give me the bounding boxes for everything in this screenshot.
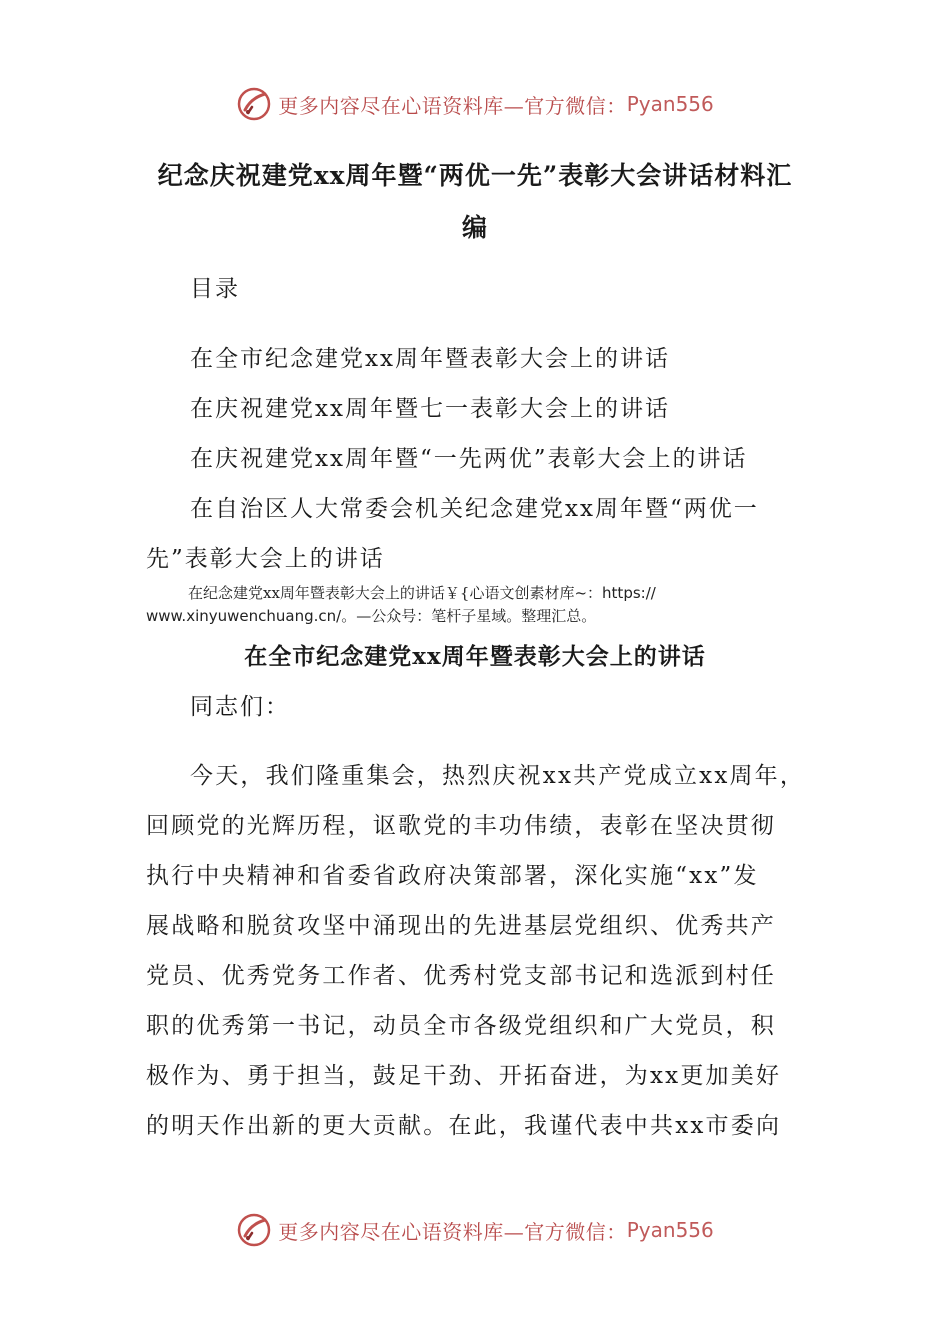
section-title: 在全市纪念建党xx周年暨表彰大会上的讲话: [244, 643, 706, 670]
toc-item: 在庆祝建党xx周年暨七一表彰大会上的讲话: [190, 396, 670, 422]
body-line: 今天，我们隆重集会，热烈庆祝xx共产党成立xx周年，: [190, 763, 806, 789]
note-text-rest: 。—公众号：笔杆子星域。整理汇总。: [341, 607, 597, 625]
note-url-scheme: https://: [602, 584, 656, 602]
banner-wechat-id: Pyan556: [626, 1218, 714, 1242]
salutation: 同志们：: [190, 694, 290, 720]
header-banner: [0, 82, 950, 126]
body-line: 的明天作出新的更大贡献。在此，我谨代表中共xx市委向: [146, 1113, 782, 1139]
toc-item-continuation: 先”表彰大会上的讲话: [146, 546, 385, 572]
banner-wechat-id: Pyan556: [626, 92, 714, 116]
pen-logo-icon: [236, 86, 272, 122]
body-line: 极作为、勇于担当，鼓足干劲、开拓奋进，为xx更加美好: [146, 1063, 782, 1089]
body-line: 展战略和脱贫攻坚中涌现出的先进基层党组织、优秀共产: [146, 913, 776, 939]
title-line-2: 编: [461, 213, 488, 242]
footer-banner: [0, 1208, 950, 1252]
pen-logo-icon: [236, 1212, 272, 1248]
body-line: 职的优秀第一书记，动员全市各级党组织和广大党员，积: [146, 1013, 776, 1039]
title-line-1: 纪念庆祝建党xx周年暨“两优一先”表彰大会讲话材料汇: [157, 161, 793, 190]
body-line: 执行中央精神和省委省政府决策部署，深化实施“xx”发: [146, 863, 759, 889]
body-line: 党员、优秀党务工作者、优秀村党支部书记和选派到村任: [146, 963, 776, 989]
banner-text: 更多内容尽在心语资料库—官方微信：: [278, 93, 627, 118]
note-text: 在纪念建党xx周年暨表彰大会上的讲话￥{心语文创素材库~：: [188, 584, 603, 602]
banner-text: 更多内容尽在心语资料库—官方微信：: [278, 1219, 627, 1244]
document-title: [140, 150, 810, 254]
toc-item: 在全市纪念建党xx周年暨表彰大会上的讲话: [190, 346, 670, 372]
source-note: [146, 582, 806, 628]
toc-item: 在庆祝建党xx周年暨“一先两优”表彰大会上的讲话: [190, 446, 748, 472]
body-line: 回顾党的光辉历程，讴歌党的丰功伟绩，表彰在坚决贯彻: [146, 813, 776, 839]
toc-heading: 目录: [190, 276, 240, 302]
toc-item: 在自治区人大常委会机关纪念建党xx周年暨“两优一: [190, 496, 759, 522]
note-url-domain: www.xinyuwenchuang.cn/: [146, 607, 342, 625]
